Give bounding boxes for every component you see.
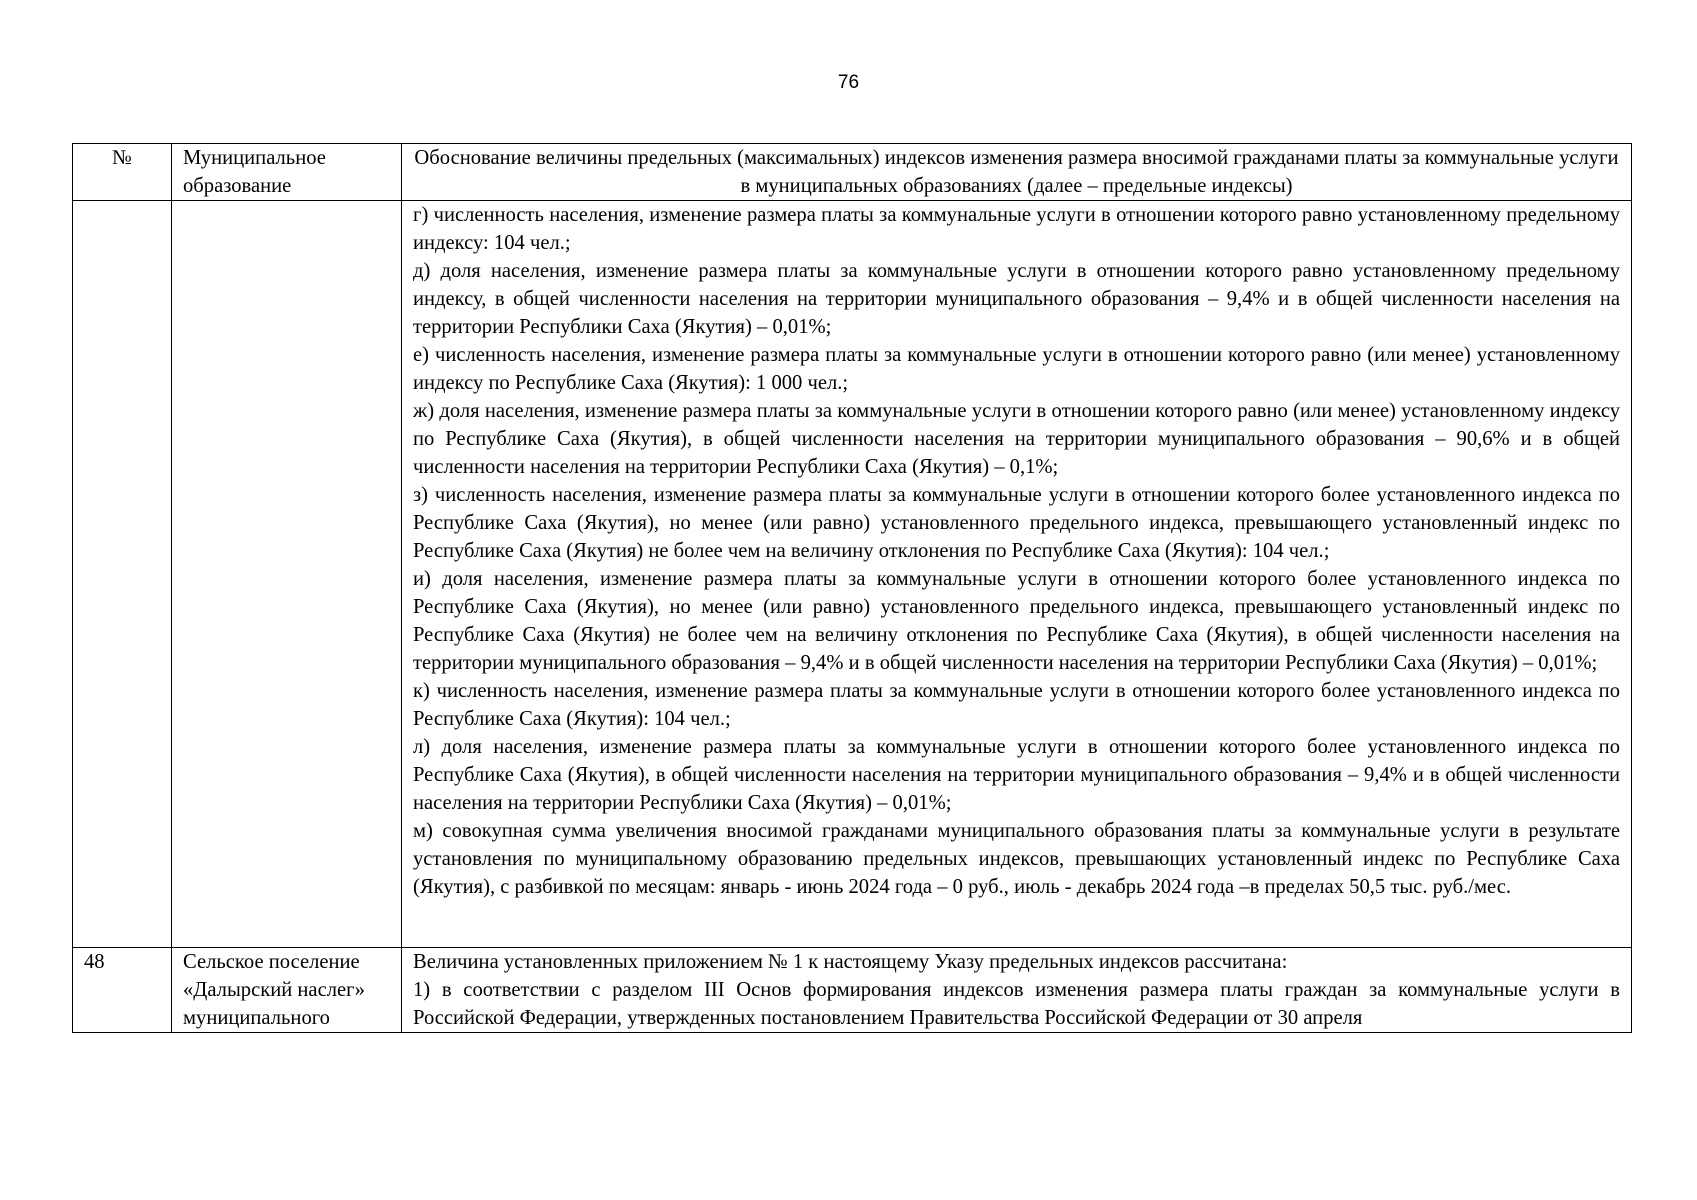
table-row-continued xyxy=(73,201,1632,948)
table-header-row xyxy=(73,144,1632,201)
header-number: № xyxy=(73,144,172,201)
list-item: и) доля населения, изменение размера платы за коммунальные услуги в отношении которого более установленного индекса по Республике Саха (Якутия), но менее (или равно) установленного предельного индекса, превышающего установленный индекс по Республике Саха (Якутия) не более чем на величину отклонения по Республике Саха (Якутия), в общей численности населения на территории муниципального образования – 9,4% и в общей численности населения на территории Республики Саха (Якутия) – 0,01%; xyxy=(413,568,1620,674)
list-item: е) численность населения, изменение размера платы за коммунальные услуги в отношении которого равно (или менее) установленному индексу по Республике Саха (Якутия): 1 000 чел.; xyxy=(413,344,1620,394)
list-item: л) доля населения, изменение размера платы за коммунальные услуги в отношении которого более установленного индекса по Республике Саха (Якутия), в общей численности населения на территории муниципального образования – 9,4% и в общей численности населения на территории Республики Саха (Якутия) – 0,01%; xyxy=(413,736,1620,814)
list-item: д) доля населения, изменение размера платы за коммунальные услуги в отношении которого равно установленному предельному индексу, в общей численности населения на территории муниципального образования – 9,4% и в общей численности населения на территории Республики Саха (Якутия) – 0,01%; xyxy=(413,260,1620,338)
cell-number xyxy=(73,201,172,948)
list-item: Величина установленных приложением № 1 к настоящему Указу предельных индексов рассчитана: xyxy=(413,951,1288,973)
page-number: 76 xyxy=(837,72,860,93)
list-item: з) численность населения, изменение размера платы за коммунальные услуги в отношении которого более установленного индекса по Республике Саха (Якутия), но менее (или равно) установленного предельного индекса, превышающего установленный индекс по Республике Саха (Якутия) не более чем на величину отклонения по Республике Саха (Якутия): 104 чел.; xyxy=(413,484,1620,562)
header-municipality: Муниципальное образование xyxy=(172,144,402,201)
list-item: г) численность населения, изменение размера платы за коммунальные услуги в отношении которого равно установленному предельному индексу: 104 чел.; xyxy=(413,204,1620,254)
list-item: 1) в соответствии с разделом III Основ формирования индексов изменения размера платы граждан за коммунальные услуги в Российской Федерации, утвержденных постановлением Правительства Российской Федерации от 30 апреля xyxy=(413,979,1620,1029)
table-row-48 xyxy=(73,948,1632,1033)
cell-municipality xyxy=(172,201,402,948)
header-justification: Обоснование величины предельных (максимальных) индексов изменения размера вносимой гражданами платы за коммунальные услуги в муниципальных образованиях (далее – предельные индексы) xyxy=(402,144,1632,201)
list-item: к) численность населения, изменение размера платы за коммунальные услуги в отношении которого более установленного индекса по Республике Саха (Якутия): 104 чел.; xyxy=(413,680,1620,730)
justification-table xyxy=(72,143,1632,1033)
cell-number: 48 xyxy=(73,948,172,1033)
cell-justification xyxy=(402,948,1632,1033)
list-item: ж) доля населения, изменение размера платы за коммунальные услуги в отношении которого равно (или менее) установленному индексу по Республике Саха (Якутия), в общей численности населения на территории муниципального образования – 90,6% и в общей численности населения на территории Республики Саха (Якутия) – 0,1%; xyxy=(413,400,1620,478)
cell-municipality: Сельское поселение «Далырский наслег» муниципального xyxy=(172,948,402,1033)
list-item: м) совокупная сумма увеличения вносимой гражданами муниципального образования платы за коммунальные услуги в результате установления по муниципальному образованию предельных индексов, превышающих установленный индекс по Республике Саха (Якутия), с разбивкой по месяцам: январь - июнь 2024 года – 0 руб., июль - декабрь 2024 года –в пределах 50,5 тыс. руб./мес. xyxy=(413,820,1620,898)
cell-justification xyxy=(402,201,1632,948)
